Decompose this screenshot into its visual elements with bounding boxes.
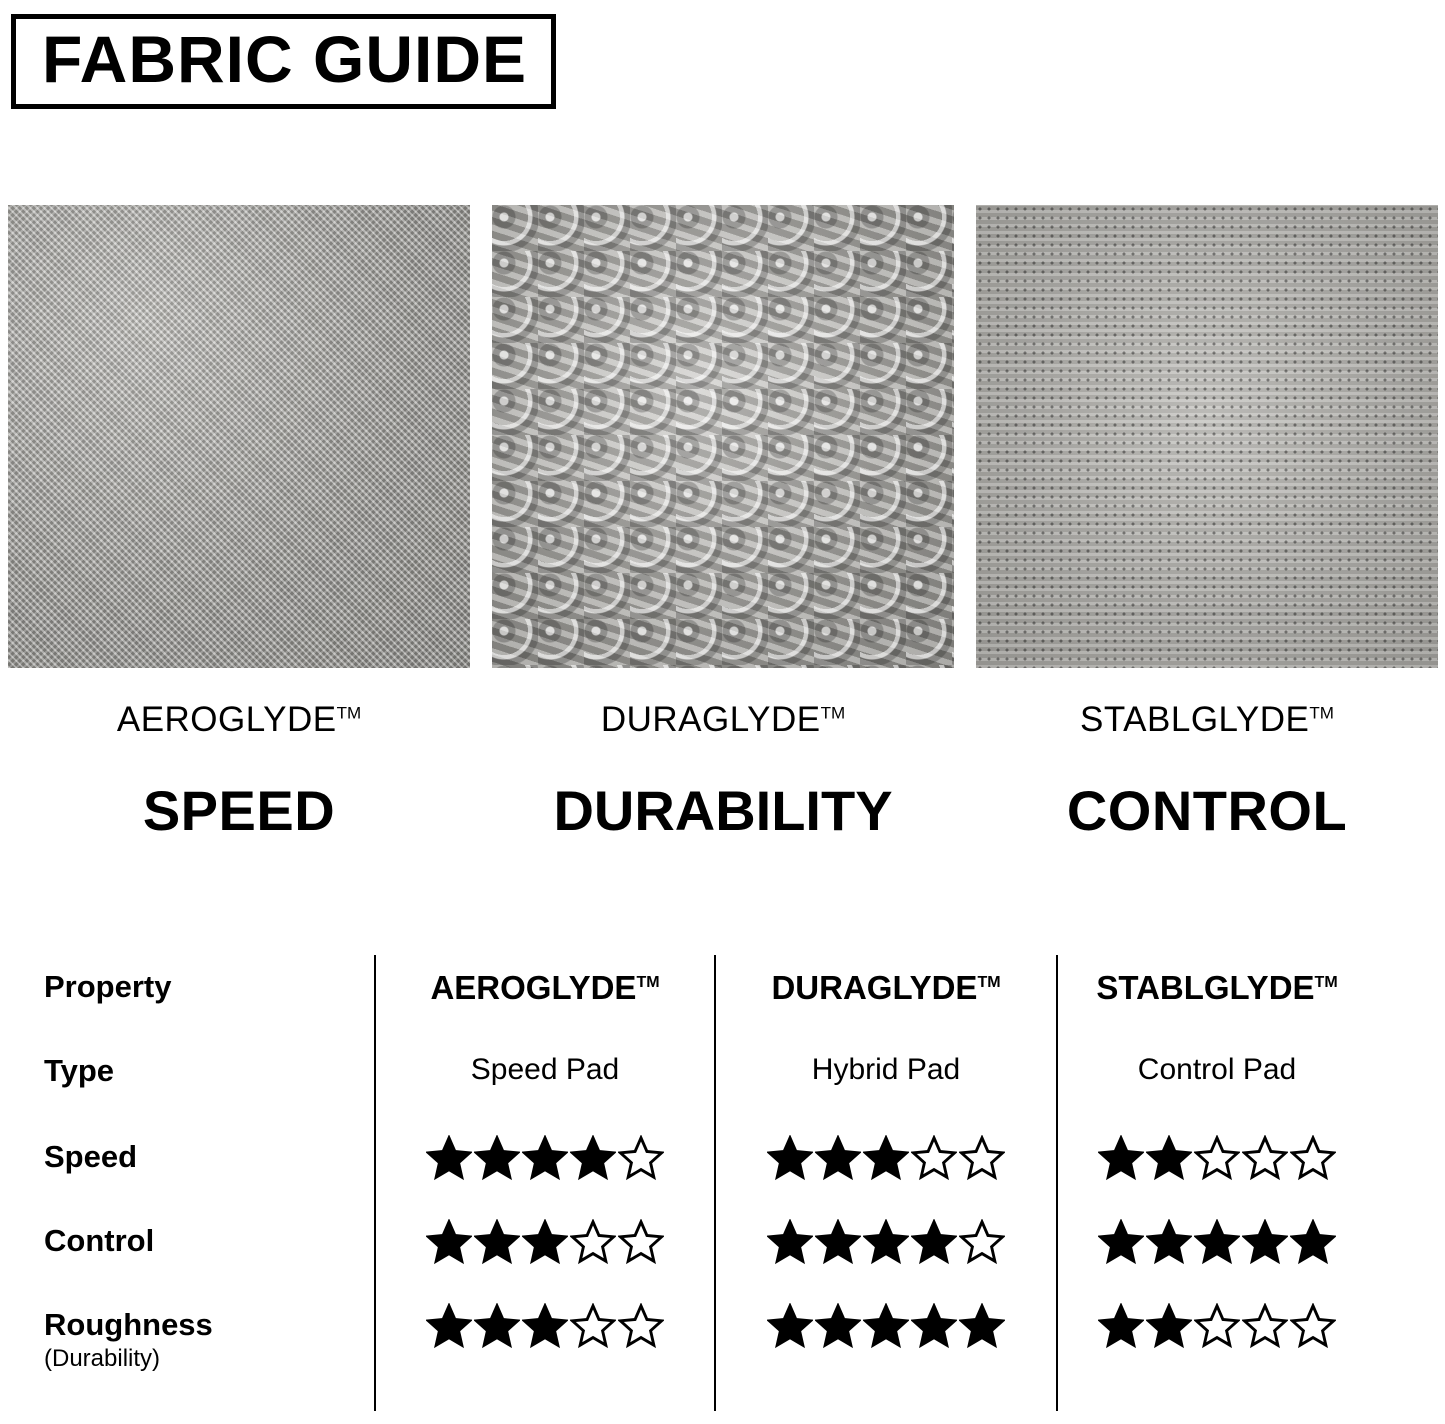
table-header-label [430,969,659,1006]
star-rating [425,1135,665,1181]
star-filled-icon [1242,1219,1288,1265]
star-empty-icon [1290,1303,1336,1349]
fabric-swatch-stablglyde [976,205,1438,668]
star-filled-icon [1146,1219,1192,1265]
table-header-row [44,955,1404,1039]
row-value-cell [714,1209,1056,1293]
star-empty-icon [570,1303,616,1349]
star-filled-icon [959,1303,1005,1349]
trademark-mark: TM [820,703,846,723]
star-empty-icon [1290,1135,1336,1181]
star-filled-icon [911,1303,957,1349]
trademark-mark: TM [977,974,1001,991]
row-label-cell [44,1039,374,1125]
row-value-cell [374,1039,714,1125]
star-empty-icon [959,1135,1005,1181]
star-filled-icon [474,1135,520,1181]
brand-tagline: SPEED [142,779,336,842]
fabric-label-duraglyde [492,700,954,843]
row-value: Hybrid Pad [811,1053,961,1086]
star-filled-icon [911,1219,957,1265]
star-filled-icon [863,1219,909,1265]
table-header-stablglyde [1056,955,1376,1039]
row-value: Control Pad [1137,1053,1297,1086]
star-filled-icon [1146,1303,1192,1349]
fabric-label-stablglyde [976,700,1438,843]
star-filled-icon [1098,1135,1144,1181]
star-filled-icon [815,1135,861,1181]
star-filled-icon [1098,1219,1144,1265]
table-row [44,1039,1404,1125]
star-filled-icon [767,1219,813,1265]
brand-tagline: CONTROL [1066,779,1348,842]
row-label: Type [44,1053,115,1088]
trademark-mark: TM [336,703,362,723]
row-label-cell [44,1125,374,1209]
row-value: Speed Pad [470,1053,620,1086]
row-label-cell [44,1209,374,1293]
star-empty-icon [959,1219,1005,1265]
table-row [44,1125,1404,1209]
star-filled-icon [426,1303,472,1349]
row-value-cell [714,1125,1056,1209]
row-label: Control [44,1223,155,1258]
fabric-label-row [8,700,1438,843]
star-filled-icon [1290,1219,1336,1265]
table-header-label [1096,969,1337,1006]
star-empty-icon [570,1219,616,1265]
row-value-cell [1056,1039,1376,1125]
star-filled-icon [815,1219,861,1265]
trademark-mark: TM [1314,974,1338,991]
star-empty-icon [911,1135,957,1181]
brand-name [492,700,954,740]
table-header-name: DURAGLYDE [771,969,978,1006]
star-filled-icon [1146,1135,1192,1181]
table-row [44,1209,1404,1293]
star-rating [425,1219,665,1265]
table-header-label [771,969,1000,1006]
table-header-property-label: Property [44,969,172,1004]
star-rating [766,1303,1006,1349]
row-label: Roughness [44,1307,213,1342]
row-value-cell [714,1039,1056,1125]
star-filled-icon [522,1135,568,1181]
table-row [44,1293,1404,1411]
fabric-label-aeroglyde [8,700,470,843]
star-filled-icon [522,1303,568,1349]
star-rating [1097,1219,1337,1265]
star-filled-icon [474,1219,520,1265]
table-header-aeroglyde [374,955,714,1039]
row-value-cell [714,1293,1056,1411]
star-empty-icon [618,1135,664,1181]
star-empty-icon [618,1303,664,1349]
trademark-mark: TM [636,974,660,991]
star-empty-icon [618,1219,664,1265]
star-filled-icon [767,1303,813,1349]
row-value-cell [374,1209,714,1293]
brand-tagline: DURABILITY [553,779,893,842]
row-value-cell [374,1293,714,1411]
star-filled-icon [1194,1219,1240,1265]
star-filled-icon [522,1219,568,1265]
brand-name-text: STABLGLYDE [1080,700,1310,739]
brand-name [976,700,1438,740]
star-filled-icon [474,1303,520,1349]
table-header-name: STABLGLYDE [1096,969,1315,1006]
page-title-box [11,14,556,109]
page-title: FABRIC GUIDE [42,22,528,96]
star-filled-icon [863,1303,909,1349]
star-filled-icon [863,1135,909,1181]
row-label: Speed [44,1139,138,1174]
star-filled-icon [426,1219,472,1265]
brand-name [8,700,470,740]
star-rating [766,1135,1006,1181]
star-filled-icon [767,1135,813,1181]
fabric-swatch-duraglyde [492,205,954,668]
row-label-cell [44,1293,374,1411]
star-empty-icon [1194,1135,1240,1181]
row-value-cell [1056,1293,1376,1411]
star-empty-icon [1194,1303,1240,1349]
row-value-cell [1056,1125,1376,1209]
fabric-swatch-row [8,205,1438,668]
trademark-mark: TM [1309,703,1334,723]
star-rating [425,1303,665,1349]
star-empty-icon [1242,1303,1288,1349]
star-rating [766,1219,1006,1265]
row-sublabel: (Durability) [44,1345,161,1372]
star-empty-icon [1242,1135,1288,1181]
star-filled-icon [815,1303,861,1349]
star-filled-icon [1098,1303,1144,1349]
table-header-name: AEROGLYDE [430,969,637,1006]
star-rating [1097,1303,1337,1349]
star-rating [1097,1135,1337,1181]
table-header-property [44,955,374,1039]
row-value-cell [1056,1209,1376,1293]
star-filled-icon [570,1135,616,1181]
fabric-swatch-aeroglyde [8,205,470,668]
brand-name-text: DURAGLYDE [600,700,821,739]
row-value-cell [374,1125,714,1209]
star-filled-icon [426,1135,472,1181]
brand-name-text: AEROGLYDE [116,700,337,739]
table-header-duraglyde [714,955,1056,1039]
comparison-table [44,955,1404,1411]
